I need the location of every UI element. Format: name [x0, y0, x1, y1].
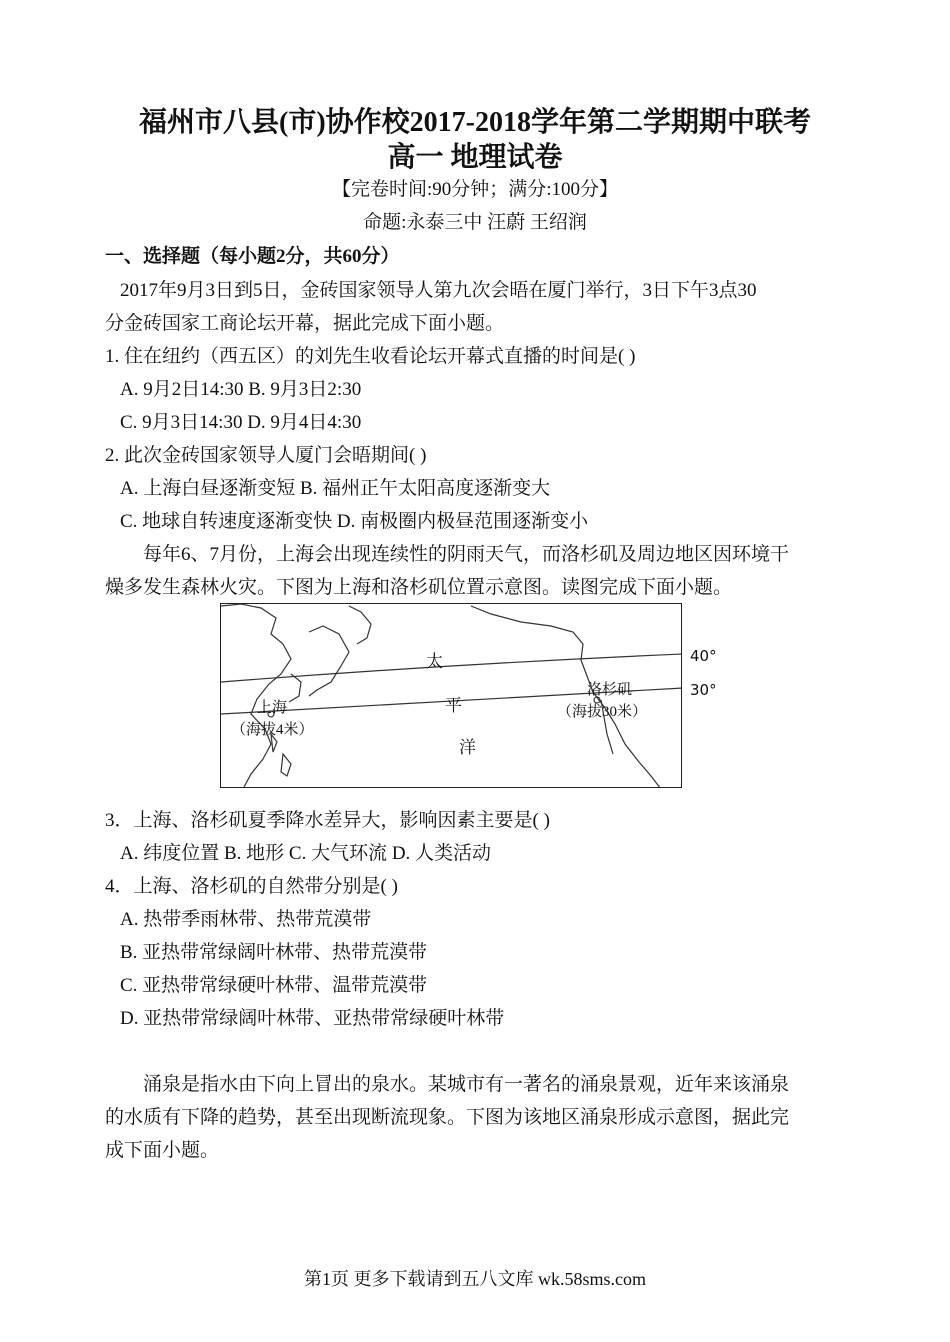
- latitude-label-30: 30°: [690, 681, 717, 699]
- passage3-line1: 涌泉是指水由下向上冒出的泉水。某城市有一著名的涌泉景观，近年来该涌泉: [143, 1074, 790, 1095]
- map-label-shanghai-altitude: （海拔4米）: [231, 722, 314, 738]
- exam-authors: 命题:永泰三中 汪蔚 王绍润: [363, 212, 587, 233]
- question-3-stem: 3．上海、洛杉矶夏季降水差异大，影响因素主要是( ): [105, 810, 550, 831]
- latitude-label-40: 40°: [690, 647, 717, 665]
- question-2-stem: 2. 此次金砖国家领导人厦门会晤期间( ): [105, 445, 427, 466]
- passage1-line1: 2017年9月3日到5日，金砖国家领导人第九次会晤在厦门举行，3日下午3点30: [120, 280, 757, 301]
- passage2-line1: 每年6、7月份，上海会出现连续性的阴雨天气，而洛杉矶及周边地区因环境干: [143, 544, 790, 565]
- question-1-stem: 1. 住在纽约（西五区）的刘先生收看论坛开幕式直播的时间是( ): [105, 346, 636, 367]
- passage1-line2: 分金砖国家工商论坛开幕，据此完成下面小题。: [105, 313, 505, 334]
- question-3-options: A. 纬度位置 B. 地形 C. 大气环流 D. 人类活动: [120, 843, 492, 864]
- question-4-stem: 4．上海、洛杉矶的自然带分别是( ): [105, 876, 398, 897]
- exam-title-line1: 福州市八县(市)协作校2017-2018学年第二学期期中联考: [139, 107, 811, 138]
- question-4-option-d: D. 亚热带常绿阔叶林带、亚热带常绿硬叶林带: [120, 1008, 505, 1029]
- passage2-line2: 燥多发生森林火灾。下图为上海和洛杉矶位置示意图。读图完成下面小题。: [105, 577, 733, 598]
- map-label-shanghai: 上海: [257, 700, 288, 716]
- question-2-options-cd: C. 地球自转速度逐渐变快 D. 南极圈内极昼范围逐渐变小: [120, 511, 589, 532]
- korea-coastline: [289, 674, 301, 702]
- pacific-map-figure: [220, 603, 682, 788]
- passage3-line3: 成下面小题。: [105, 1140, 220, 1161]
- exam-title-line2: 高一 地理试卷: [387, 142, 563, 173]
- passage3-line2: 的水质有下降的趋势，甚至出现断流现象。下图为该地区涌泉形成示意图，据此完: [105, 1107, 790, 1128]
- map-label-tai: 太: [426, 652, 443, 671]
- map-label-los-angeles-altitude: （海拔30米）: [557, 704, 648, 720]
- question-4-option-a: A. 热带季雨林带、热带荒漠带: [120, 909, 372, 930]
- japan-coastline: [309, 626, 349, 696]
- question-1-options-cd: C. 9月3日14:30 D. 9月4日4:30: [120, 412, 362, 433]
- hokkaido-coastline: [349, 606, 371, 644]
- question-2-options-ab: A. 上海白昼逐渐变短 B. 福州正午太阳高度逐渐变大: [120, 478, 551, 499]
- question-4-option-c: C. 亚热带常绿硬叶林带、温带荒漠带: [120, 975, 428, 996]
- page-footer: 第1页 更多下载请到五八文库 wk.58sms.com: [304, 1269, 646, 1289]
- question-1-options-ab: A. 9月2日14:30 B. 9月3日2:30: [120, 379, 362, 400]
- philippines-island: [281, 754, 291, 776]
- map-label-ping: 平: [445, 696, 462, 715]
- north-america-coastline: [471, 606, 661, 788]
- map-label-los-angeles: 洛杉矶: [587, 682, 633, 698]
- question-4-option-b: B. 亚热带常绿阔叶林带、热带荒漠带: [120, 942, 428, 963]
- section-heading: 一、选择题（每小题2分，共60分）: [105, 246, 400, 267]
- exam-time-info: 【完卷时间:90分钟；满分:100分】: [331, 179, 619, 200]
- map-label-yang: 洋: [459, 738, 476, 757]
